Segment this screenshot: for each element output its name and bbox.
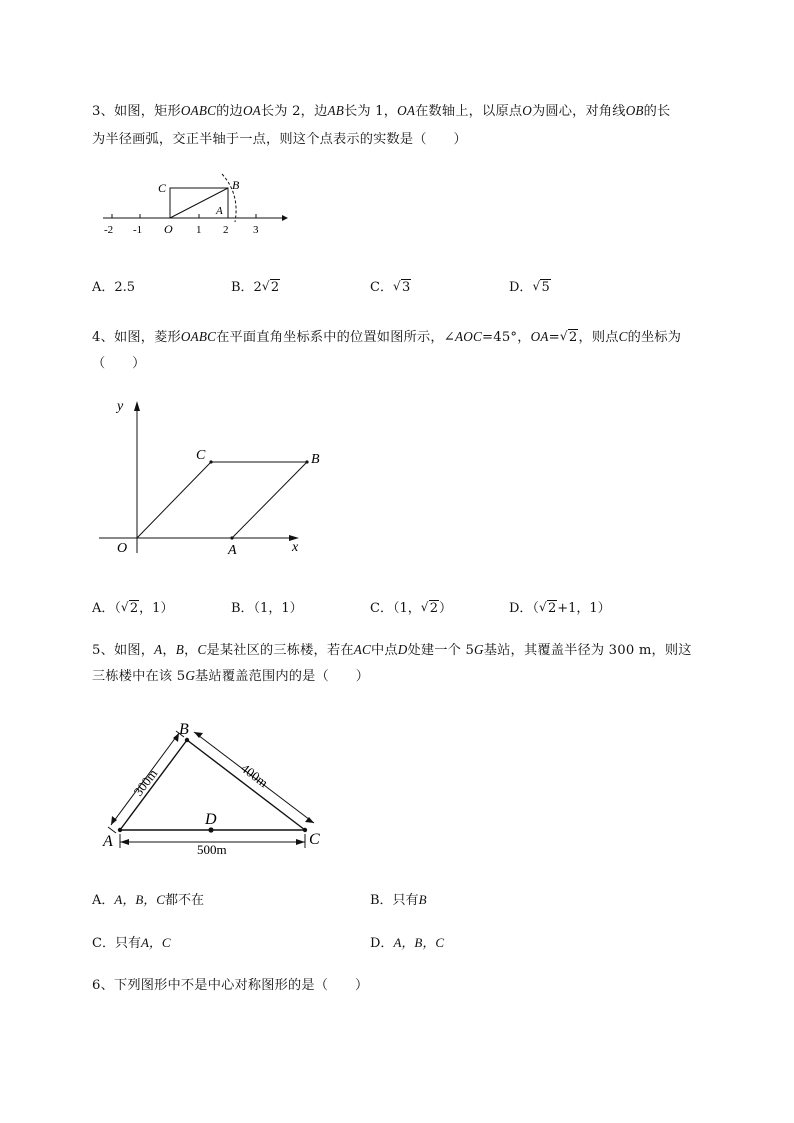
q4-option-d[interactable]: D．（√ 2+1，1） [509, 597, 611, 616]
q5-option-d[interactable]: D．A，B，C [370, 935, 444, 951]
q3-stem-line2: 为半径画弧，交正半轴于一点，则这个点表示的实数是（ ） [92, 132, 467, 147]
q5-length-bc: 400m [238, 760, 271, 791]
q4-label-o: O [117, 541, 128, 556]
q3-option-b[interactable]: B．2√ 2 [231, 276, 280, 295]
q5-length-ac: 500m [197, 842, 227, 857]
q4-label-a: A [228, 543, 237, 558]
q3-tick-1: 1 [196, 224, 202, 236]
q3-tick-neg2: -2 [104, 224, 114, 236]
q3-label-o: O [164, 222, 173, 236]
q4-stem-line2: （ ） [92, 356, 146, 371]
q6-stem-line1: 6、下列图形中不是中心对称图形的是（ ） [92, 978, 369, 993]
q4-option-c[interactable]: C．（1，√ 2） [370, 597, 452, 616]
q5-label-b: B [179, 721, 189, 738]
q4-label-c: C [196, 448, 206, 463]
q3-option-a[interactable]: A．2.5 [92, 280, 136, 295]
q4-option-b[interactable]: B．（1，1） [231, 601, 303, 616]
q5-option-c[interactable]: C．只有A，C [92, 935, 171, 951]
q5-stem-line2: 三栋楼中在该 5G基站覆盖范围内的是（ ） [92, 668, 370, 684]
q4-label-x: x [292, 540, 299, 555]
q4-label-b: B [311, 452, 320, 467]
q3-number-line-figure [100, 172, 300, 242]
q5-length-ab: 300m [130, 766, 161, 799]
q4-stem-line1: 4、如图，菱形OABC在平面直角坐标系中的位置如图所示，∠AOC=45°，OA=√ 2，则点C的坐标为 [92, 326, 681, 345]
q3-label-b: B [232, 178, 240, 192]
q5-label-d: D [205, 811, 217, 828]
q5-label-c: C [309, 831, 320, 848]
q5-stem-line1: 5、如图，A，B，C是某社区的三栋楼，若在AC中点D处建一个 5G基站，其覆盖半径为 300 m，则这 [92, 642, 692, 658]
q4-label-y: y [117, 399, 124, 414]
q3-option-d[interactable]: D．√ 5 [509, 276, 551, 295]
q5-triangle-figure [100, 712, 340, 862]
q3-tick-2: 2 [223, 224, 229, 236]
q3-tick-3: 3 [253, 224, 259, 236]
q3-stem-line1: 3、如图，矩形OABC的边OA长为 2，边AB长为 1，OA在数轴上，以原点O为圆心，对角线OB的长 [92, 103, 671, 119]
q4-option-a[interactable]: A．（√ 2，1） [92, 597, 173, 616]
q3-label-a: A [216, 205, 223, 217]
q5-label-a: A [103, 833, 113, 850]
q3-label-c: C [158, 181, 167, 195]
q3-tick-neg1: -1 [133, 224, 143, 236]
q5-option-a[interactable]: A．A，B，C都不在 [92, 892, 204, 908]
q3-option-c[interactable]: C．√ 3 [370, 276, 411, 295]
q5-option-b[interactable]: B．只有B [370, 892, 427, 908]
q4-rhombus-figure [95, 393, 335, 563]
